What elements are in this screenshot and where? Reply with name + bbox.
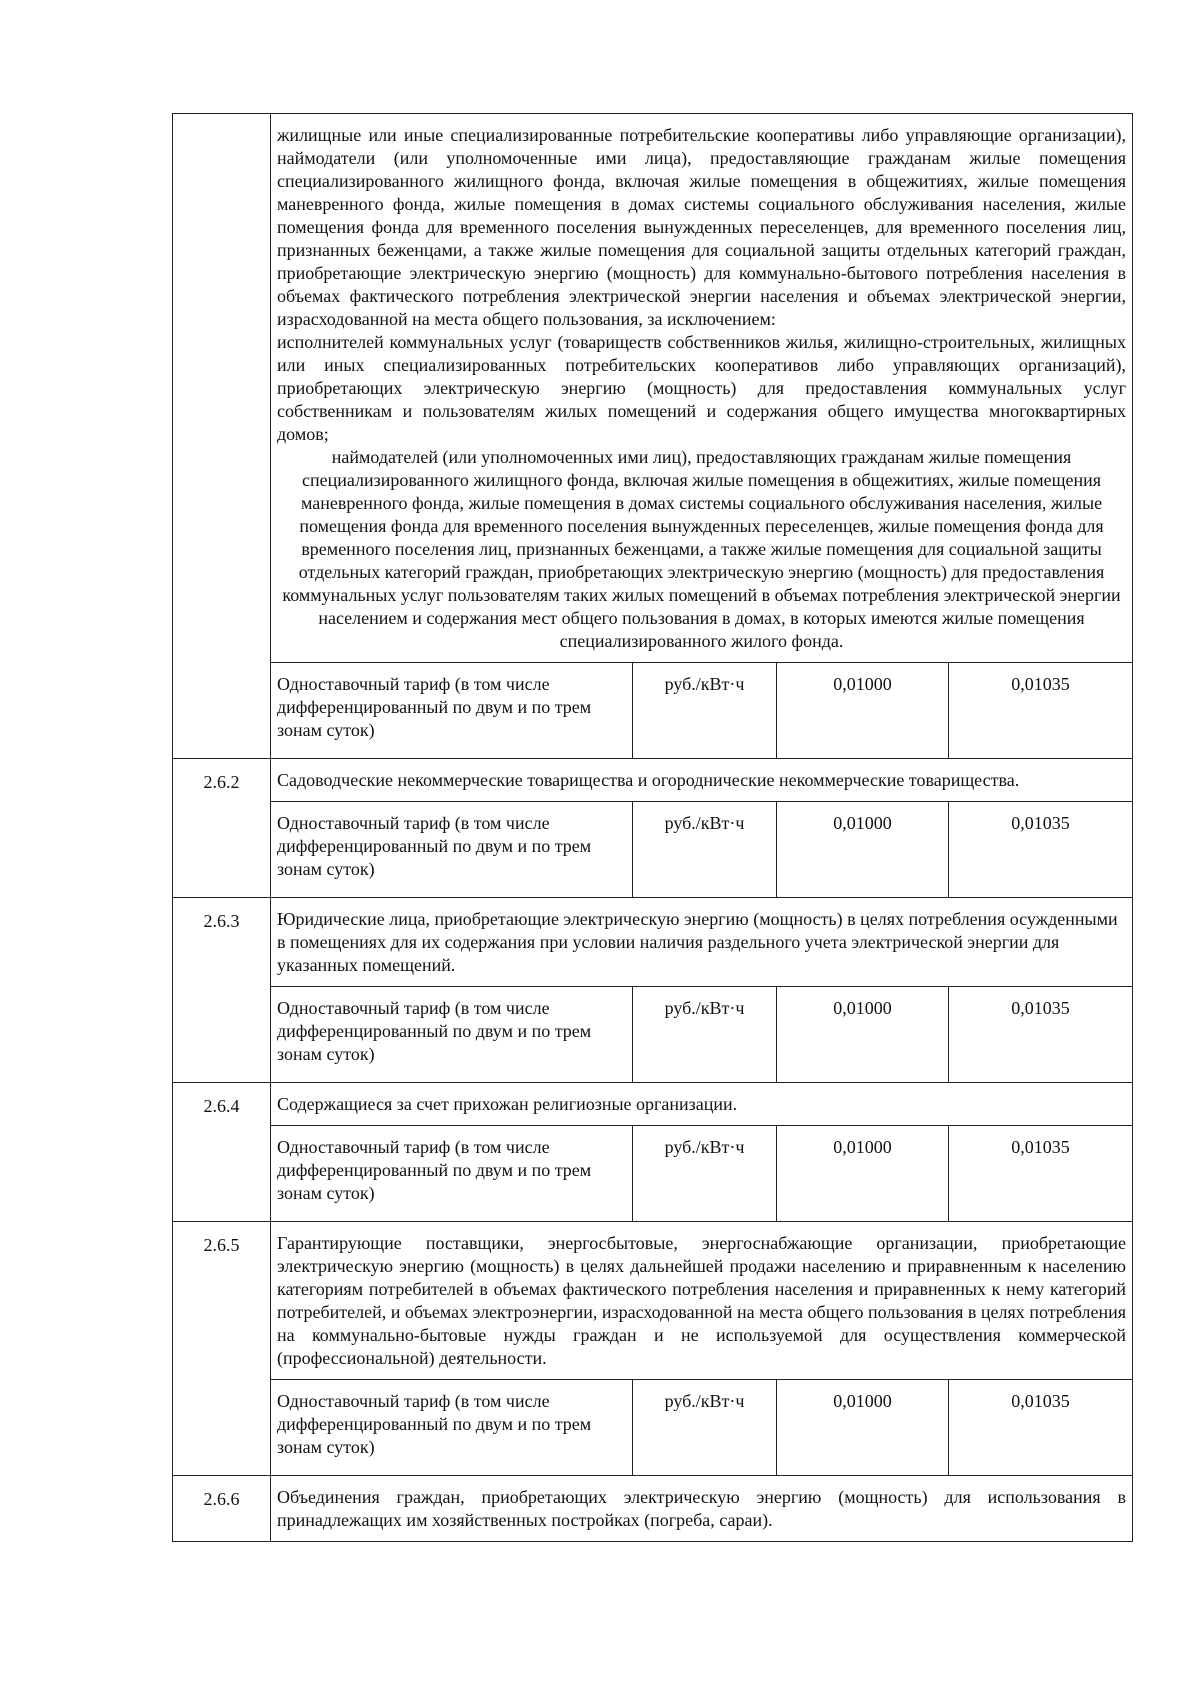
table-row <box>173 1222 1133 1380</box>
tariff-value-2: 0,01035 <box>949 802 1133 898</box>
tariff-value-1: 0,01000 <box>777 1126 949 1222</box>
section-description: Содержащиеся за счет прихожан религиозные организации. <box>271 1083 1133 1126</box>
number-cell <box>173 114 271 759</box>
tariff-value-2: 0,01035 <box>949 1126 1133 1222</box>
table-row <box>173 1476 1133 1542</box>
paragraph: жилищные или иные специализированные потребительские кооперативы либо управляющие организации), наймодатели (или уполномоченные ими лица), предоставляющие гражданам жилые помещения специализированного жилищного фонда, включая жилые помещения в общежитиях, жилые помещения маневренного фонда, жилые помещения в домах системы социального обслуживания населения, жилые помещения фонда для временного поселения вынужденных переселенцев, для временного поселения лиц, признанных беженцами, а также жилые помещения для социальной защиты отдельных категорий граждан, приобретающие электрическую энергию (мощность) для коммунально-бытового потребления населения в объемах фактического потребления электрической энергии населения и объемах электрической энергии, израсходованной на места общего пользования, за исключением: <box>277 125 1127 329</box>
tariff-name: Одноставочный тариф (в том числе дифференцированный по двум и по трем зонам суток) <box>271 987 633 1083</box>
tariff-table <box>172 113 1133 1542</box>
tariff-value-1: 0,01000 <box>777 802 949 898</box>
tariff-row <box>173 802 1133 898</box>
paragraph: наймодателей (или уполномоченных ими лиц), предоставляющих гражданам жилые помещения специализированного жилищного фонда, включая жилые помещения в общежитиях, жилые помещения маневренного фонда, жилые помещения в домах системы социального обслуживания населения, жилые помещения фонда для временного поселения вынужденных переселенцев, жилые помещения фонда для временного поселения лиц, признанных беженцами, а также жилые помещения для социальной защиты отдельных категорий граждан, приобретающих электрическую энергию (мощность) для предоставления коммунальных услуг пользователям таких жилых помещений в объемах потребления электрической энергии населением и содержания мест общего пользования в домах, в которых имеются жилые помещения специализированного жилого фонда. <box>282 447 1121 651</box>
tariff-row <box>173 987 1133 1083</box>
section-description: Объединения граждан, приобретающих электрическую энергию (мощность) для использования в принадлежащих им хозяйственных постройках (погреба, сараи). <box>271 1476 1133 1542</box>
tariff-row <box>173 1380 1133 1476</box>
tariff-name: Одноставочный тариф (в том числе дифференцированный по двум и по трем зонам суток) <box>271 663 633 759</box>
section-description: Гарантирующие поставщики, энергосбытовые, энергоснабжающие организации, приобретающие электрическую энергию (мощность) в целях дальнейшей продажи населению и приравненным к населению категориям потребителей в объемах фактического потребления населения и приравненных к нему категорий потребителей, и объемах электроэнергии, израсходованной на места общего пользования в целях потребления на коммунально-бытовые нужды граждан и не используемой для осуществления коммерческой (профессиональной) деятельности. <box>271 1222 1133 1380</box>
tariff-value-2: 0,01035 <box>949 1380 1133 1476</box>
tariff-name: Одноставочный тариф (в том числе дифференцированный по двум и по трем зонам суток) <box>271 802 633 898</box>
tariff-name: Одноставочный тариф (в том числе дифференцированный по двум и по трем зонам суток) <box>271 1380 633 1476</box>
tariff-value-2: 0,01035 <box>949 663 1133 759</box>
table-row <box>173 759 1133 802</box>
tariff-value-1: 0,01000 <box>777 663 949 759</box>
tariff-unit: руб./кВт·ч <box>633 802 777 898</box>
tariff-unit: руб./кВт·ч <box>633 1126 777 1222</box>
section-description: Юридические лица, приобретающие электрическую энергию (мощность) в целях потребления осужденными в помещениях для их содержания при условии наличия раздельного учета электрической энергии для указанных помещений. <box>271 898 1133 987</box>
tariff-unit: руб./кВт·ч <box>633 663 777 759</box>
tariff-unit: руб./кВт·ч <box>633 987 777 1083</box>
section-number: 2.6.4 <box>173 1083 271 1222</box>
section-number: 2.6.6 <box>173 1476 271 1542</box>
paragraph: исполнителей коммунальных услуг (товариществ собственников жилья, жилищно-строительных, жилищных или иных специализированных потребительских кооперативов либо управляющих организаций), приобретающих электрическую энергию (мощность) для предоставления коммунальных услуг собственникам и пользователям жилых помещений и содержания общего имущества многоквартирных домов; <box>277 332 1127 444</box>
section-description: Садоводческие некоммерческие товарищества и огороднические некоммерческие товарищества. <box>271 759 1133 802</box>
description-cell <box>271 114 1133 663</box>
table-row <box>173 898 1133 987</box>
document-page <box>172 113 1132 1542</box>
tariff-value-1: 0,01000 <box>777 1380 949 1476</box>
tariff-unit: руб./кВт·ч <box>633 1380 777 1476</box>
tariff-row <box>173 1126 1133 1222</box>
section-number: 2.6.2 <box>173 759 271 898</box>
tariff-value-1: 0,01000 <box>777 987 949 1083</box>
table-row <box>173 114 1133 663</box>
section-number: 2.6.3 <box>173 898 271 1083</box>
tariff-value-2: 0,01035 <box>949 987 1133 1083</box>
tariff-name: Одноставочный тариф (в том числе дифференцированный по двум и по трем зонам суток) <box>271 1126 633 1222</box>
section-number: 2.6.5 <box>173 1222 271 1476</box>
tariff-row <box>173 663 1133 759</box>
table-row <box>173 1083 1133 1126</box>
